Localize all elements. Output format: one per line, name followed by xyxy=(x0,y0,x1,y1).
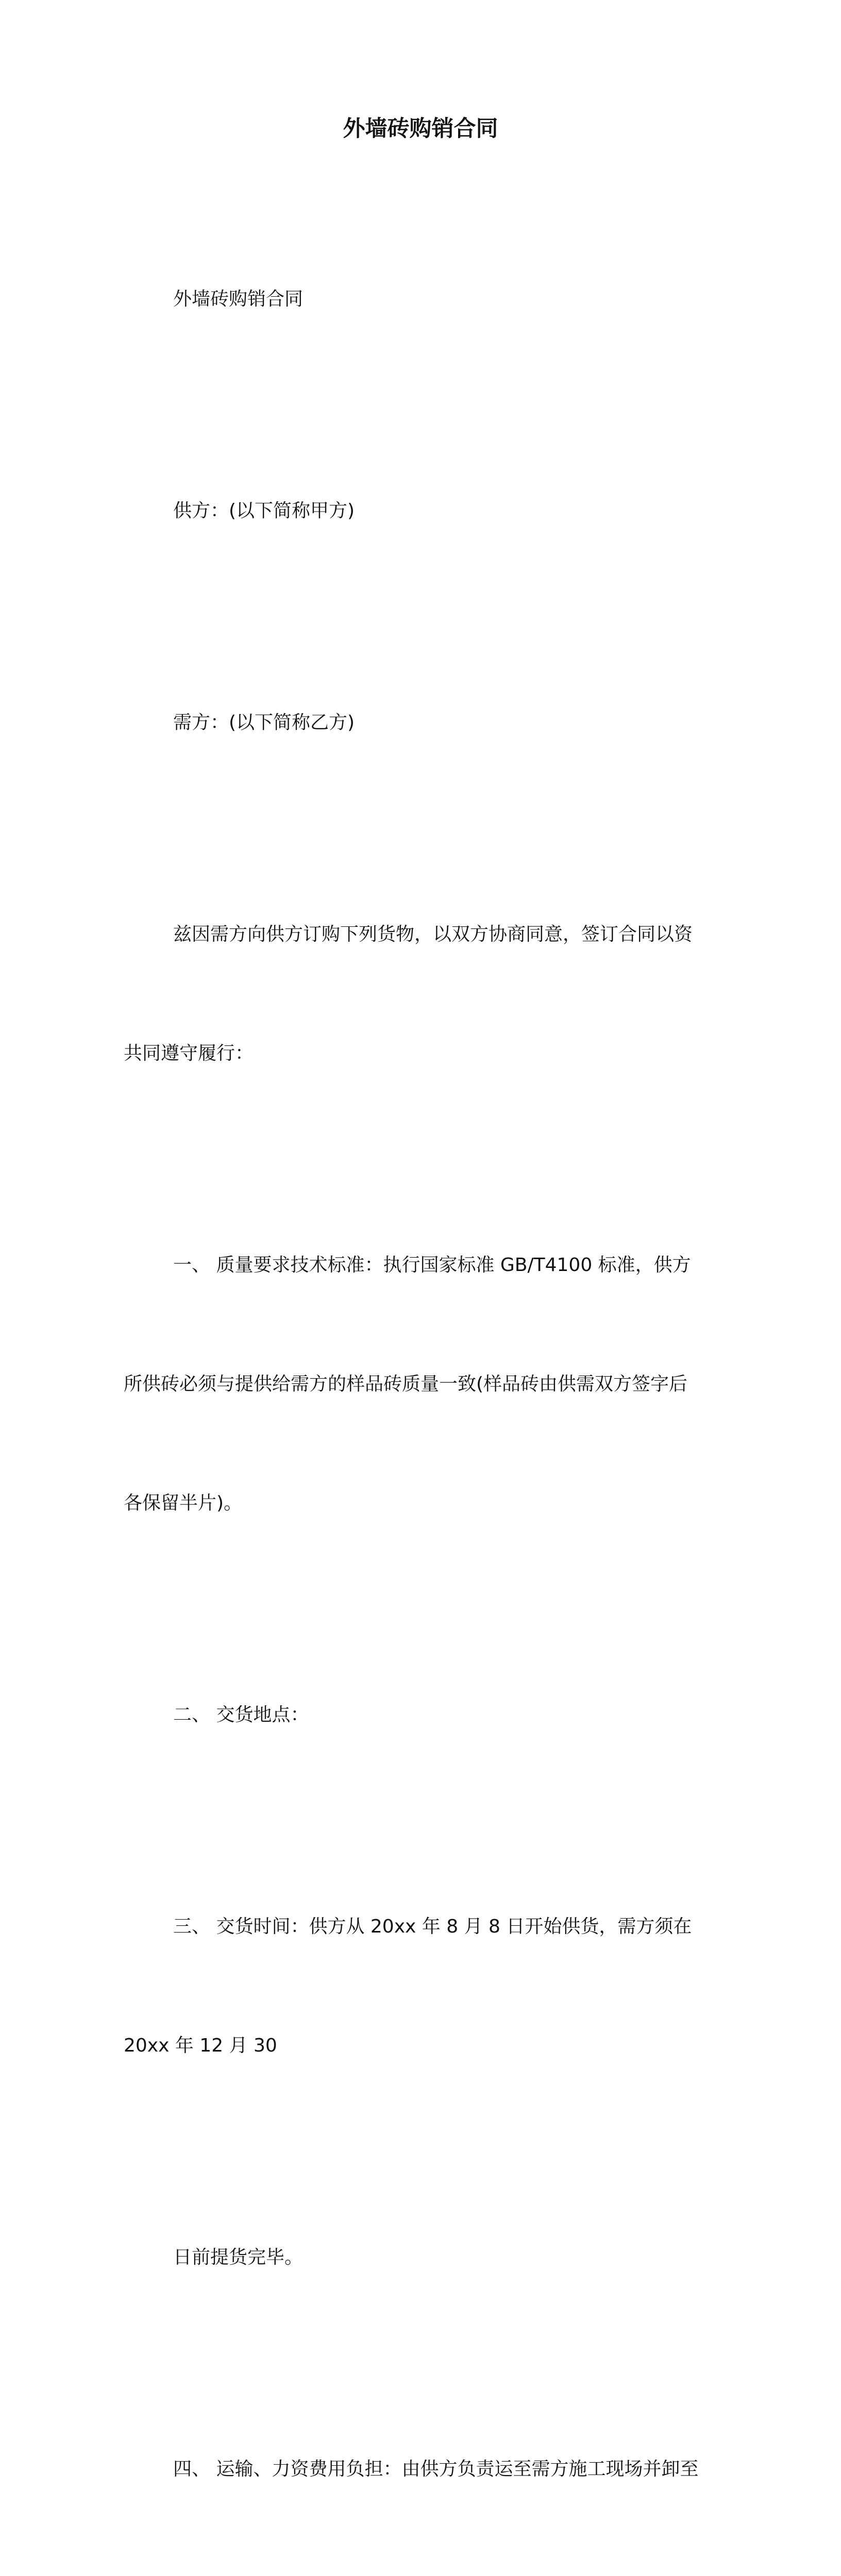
paragraph-clause-4 xyxy=(124,2370,721,2576)
paragraph-buyer xyxy=(124,623,721,822)
paragraph-line: 一、 质量要求技术标准：执行国家标准 GB/T4100 标准，供方 xyxy=(173,1255,691,1276)
paragraph-line: 三、 交货时间：供方从 20xx 年 8 月 8 日开始供货，需方须在 xyxy=(173,1916,692,1937)
paragraph-clause-3 xyxy=(124,1827,721,2145)
paragraph-preamble xyxy=(124,835,721,1153)
paragraph-line xyxy=(124,2568,721,2576)
paragraph-clause-2 xyxy=(124,1616,721,1814)
paragraph-line: 供方：(以下简称甲方) xyxy=(173,500,355,521)
paragraph-line: 二、 交货地点： xyxy=(173,1704,309,1725)
paragraph-line: 所供砖必须与提供给需方的样品砖质量一致(样品砖由供需双方签字后 xyxy=(124,1374,688,1395)
paragraph-line: 20xx 年 12 月 30 xyxy=(124,2035,277,2056)
paragraph-line: 日前提货完毕。 xyxy=(173,2247,304,2268)
paragraph-clause-3-cont xyxy=(124,2158,721,2357)
paragraph-line: 共同遵守履行： xyxy=(124,1043,254,1064)
paragraph-line: 四、 运输、力资费用负担：由供方负责运至需方施工现场并卸至 xyxy=(173,2459,699,2480)
paragraph-supplier xyxy=(124,412,721,610)
paragraph-line: 需方：(以下简称乙方) xyxy=(173,712,355,733)
document-title: 外墙砖购销合同 xyxy=(343,116,498,142)
paragraph-line: 兹因需方向供方订购下列货物，以双方协商同意，签订合同以资 xyxy=(173,924,693,945)
paragraph-clause-1 xyxy=(124,1166,721,1602)
paragraph-line: 外墙砖购销合同 xyxy=(173,289,304,310)
paragraph-heading xyxy=(124,200,721,398)
paragraph-line: 各保留半片)。 xyxy=(124,1493,243,1514)
document-body xyxy=(124,200,721,2576)
